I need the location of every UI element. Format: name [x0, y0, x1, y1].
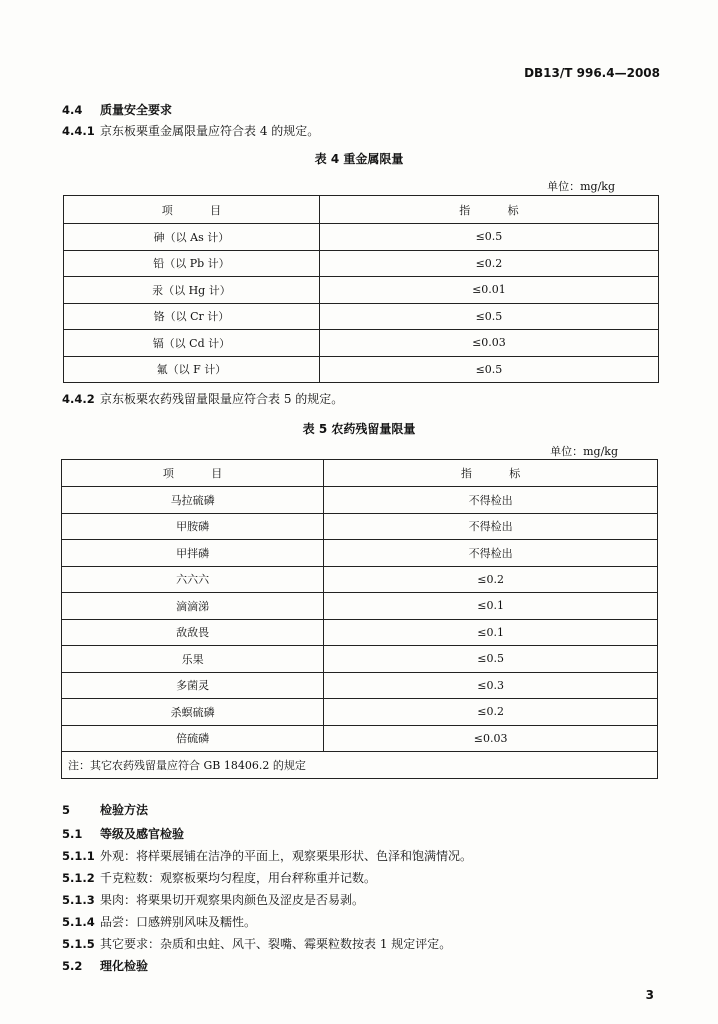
section-5-heading [62, 801, 148, 818]
clause-number: 4.4.1 [62, 124, 95, 138]
clause-4-4-2 [62, 390, 343, 407]
section-title: 理化检验 [100, 959, 149, 973]
section-title: 等级及感官检验 [100, 827, 185, 841]
table-row [62, 513, 658, 540]
table-row [64, 356, 659, 383]
clause-text: 京东板栗农药残留量限量应符合表 5 的规定。 [100, 392, 344, 406]
clause-5-1-4 [62, 913, 256, 930]
item-cell: 氟（以 F 计） [64, 356, 320, 383]
table-row [62, 725, 658, 752]
section-5-1-heading [62, 825, 184, 842]
table-4-unit: 单位：mg/kg [547, 180, 615, 193]
item-cell: 镉（以 Cd 计） [64, 330, 320, 357]
item-cell: 倍硫磷 [62, 725, 324, 752]
column-header-limit: 指 标 [324, 460, 658, 487]
table-4-heavy-metal-limits [63, 195, 659, 383]
limit-cell: ≤0.5 [319, 356, 658, 383]
item-cell: 多菌灵 [62, 672, 324, 699]
item-cell: 汞（以 Hg 计） [64, 277, 320, 304]
clause-text: 果肉：将栗果切开观察果肉颜色及涩皮是否易剥。 [100, 893, 365, 907]
item-cell: 杀螟硫磷 [62, 699, 324, 726]
limit-cell: ≤0.5 [319, 224, 658, 251]
table-row [64, 277, 659, 304]
section-number: 5 [62, 803, 71, 817]
clause-number: 5.1.5 [62, 937, 95, 951]
standard-number: DB13/T 996.4—2008 [524, 66, 660, 80]
item-cell: 滴滴涕 [62, 593, 324, 620]
section-5-2-heading [62, 957, 148, 974]
clause-text: 品尝：口感辨别风味及糯性。 [100, 915, 257, 929]
limit-cell: ≤0.03 [324, 725, 658, 752]
clause-5-1-2 [62, 869, 376, 886]
table-row [62, 699, 658, 726]
clause-text: 外观：将样栗展铺在洁净的平面上，观察栗果形状、色泽和饱满情况。 [100, 849, 473, 863]
clause-text: 千克粒数：观察板栗均匀程度，用台秤称重并记数。 [100, 871, 377, 885]
item-cell: 乐果 [62, 646, 324, 673]
section-title: 质量安全要求 [100, 103, 173, 117]
limit-cell: ≤0.01 [319, 277, 658, 304]
section-4-4-heading [62, 101, 172, 118]
limit-cell: ≤0.5 [324, 646, 658, 673]
column-header-limit: 指 标 [319, 196, 658, 224]
limit-cell: ≤0.1 [324, 619, 658, 646]
section-number: 4.4 [62, 103, 83, 117]
table-header-row [62, 460, 658, 487]
section-title: 检验方法 [100, 803, 149, 817]
limit-cell: ≤0.2 [319, 250, 658, 277]
item-cell: 甲胺磷 [62, 513, 324, 540]
section-number: 5.2 [62, 959, 83, 973]
table-row [62, 540, 658, 567]
clause-5-1-3 [62, 891, 364, 908]
table-5-unit: 单位：mg/kg [550, 445, 618, 458]
table-row [62, 566, 658, 593]
table-4-caption: 表 4 重金属限量 [314, 152, 404, 166]
clause-text: 京东板栗重金属限量应符合表 4 的规定。 [100, 124, 320, 138]
limit-cell: 不得检出 [324, 540, 658, 567]
section-number: 5.1 [62, 827, 83, 841]
table-note-row [62, 752, 658, 779]
limit-cell: ≤0.3 [324, 672, 658, 699]
limit-cell: 不得检出 [324, 487, 658, 514]
column-header-item: 项 目 [62, 460, 324, 487]
item-cell: 砷（以 As 计） [64, 224, 320, 251]
table-row [64, 303, 659, 330]
item-cell: 敌敌畏 [62, 619, 324, 646]
clause-number: 5.1.4 [62, 915, 95, 929]
clause-5-1-1 [62, 847, 472, 864]
limit-cell: 不得检出 [324, 513, 658, 540]
table-note: 注：其它农药残留量应符合 GB 18406.2 的规定 [62, 752, 658, 779]
limit-cell: ≤0.2 [324, 566, 658, 593]
item-cell: 甲拌磷 [62, 540, 324, 567]
item-cell: 六六六 [62, 566, 324, 593]
table-row [62, 487, 658, 514]
table-row [62, 619, 658, 646]
table-row [64, 250, 659, 277]
clause-4-4-1 [62, 122, 319, 139]
clause-number: 5.1.3 [62, 893, 95, 907]
table-row [64, 224, 659, 251]
table-header-row [64, 196, 659, 224]
clause-5-1-5 [62, 935, 451, 952]
limit-cell: ≤0.03 [319, 330, 658, 357]
clause-number: 5.1.1 [62, 849, 95, 863]
table-row [62, 646, 658, 673]
table-row [62, 593, 658, 620]
column-header-item: 项 目 [64, 196, 320, 224]
item-cell: 马拉硫磷 [62, 487, 324, 514]
limit-cell: ≤0.1 [324, 593, 658, 620]
clause-number: 4.4.2 [62, 392, 95, 406]
clause-number: 5.1.2 [62, 871, 95, 885]
table-5-pesticide-residue-limits [61, 459, 658, 779]
page-number: 3 [645, 988, 654, 1002]
item-cell: 铅（以 Pb 计） [64, 250, 320, 277]
table-5-caption: 表 5 农药残留量限量 [302, 422, 416, 436]
limit-cell: ≤0.2 [324, 699, 658, 726]
clause-text: 其它要求：杂质和虫蛀、风干、裂嘴、霉栗粒数按表 1 规定评定。 [100, 937, 452, 951]
table-row [64, 330, 659, 357]
item-cell: 铬（以 Cr 计） [64, 303, 320, 330]
limit-cell: ≤0.5 [319, 303, 658, 330]
table-row [62, 672, 658, 699]
